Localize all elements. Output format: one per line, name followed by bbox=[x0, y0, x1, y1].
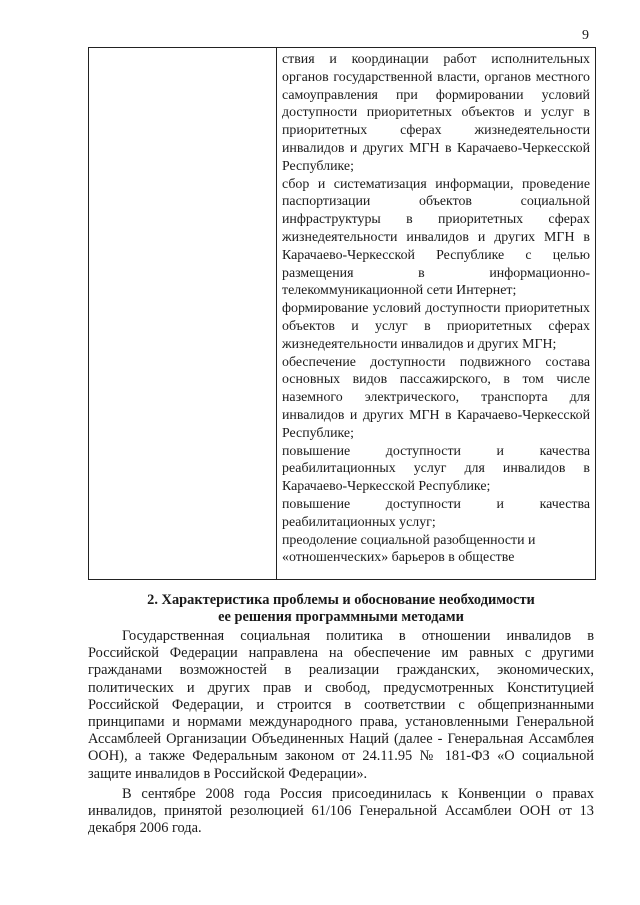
page-number: 9 bbox=[582, 28, 589, 43]
section-title-line: ее решения программными методами bbox=[218, 609, 464, 625]
paragraph: Государственная социальная политика в отношении инвалидов в Российской Федерации направлена на обеспечение им равных с другими гражданами возможностей в реализации гражданских, экономических, политических и других прав и свобод, предусмотренных Конституцией Российской Федерации, и строится в соответствии с общепризнанными принципами и нормами международного права, установленными Генеральной Ассамблеей Организации Объединенных Наций (далее - Генеральная Ассамблея ООН), а также Федеральным законом от 24.11.95 № 181-ФЗ «О социальной защите инвалидов в Российской Федерации». bbox=[88, 628, 594, 782]
table-item: ствия и координации работ исполнительных органов государственной власти, органов местного самоуправления при формировании условий доступности приоритетных объектов и услуг в приоритетных сферах жизнедеятельности инвалидов и других МГН в Карачаево-Черкесской Республике; bbox=[282, 52, 590, 174]
goals-table bbox=[88, 47, 596, 580]
table-item: повышение доступности и качества реабилитационных услуг; bbox=[282, 496, 590, 530]
table-right-column bbox=[277, 48, 595, 579]
table-item: сбор и систематизация информации, проведение паспортизации объектов социальной инфраструктуры в приоритетных сферах жизнедеятельности инвалидов и других МГН в Карачаево-Черкесской Республике с целью размещения в информационно-телекоммуникационной сети Интернет; bbox=[282, 176, 590, 299]
section-title bbox=[88, 592, 594, 626]
section-title-line: 2. Характеристика проблемы и обоснование необходимости bbox=[147, 592, 535, 608]
table-item: формирование условий доступности приоритетных объектов и услуг в приоритетных сферах жизнедеятельности инвалидов и других МГН; bbox=[282, 301, 590, 352]
table-item: преодоление социальной разобщенности и «отношенческих» барьеров в обществе bbox=[282, 532, 536, 566]
table-item: обеспечение доступности подвижного состава основных видов пассажирского, в том числе наземного электрического, транспорта для инвалидов и других МГН в Карачаево-Черкесской Республике; bbox=[282, 354, 590, 441]
table-left-column bbox=[89, 48, 277, 579]
table-item: повышение доступности и качества реабилитационных услуг для инвалидов в Карачаево-Черкесской Республике; bbox=[282, 443, 590, 495]
body-text bbox=[88, 628, 594, 837]
paragraph: В сентябре 2008 года Россия присоединилась к Конвенции о правах инвалидов, принятой резолюцией 61/106 Генеральной Ассамблеи ООН от 13 декабря 2006 года. bbox=[88, 785, 594, 837]
